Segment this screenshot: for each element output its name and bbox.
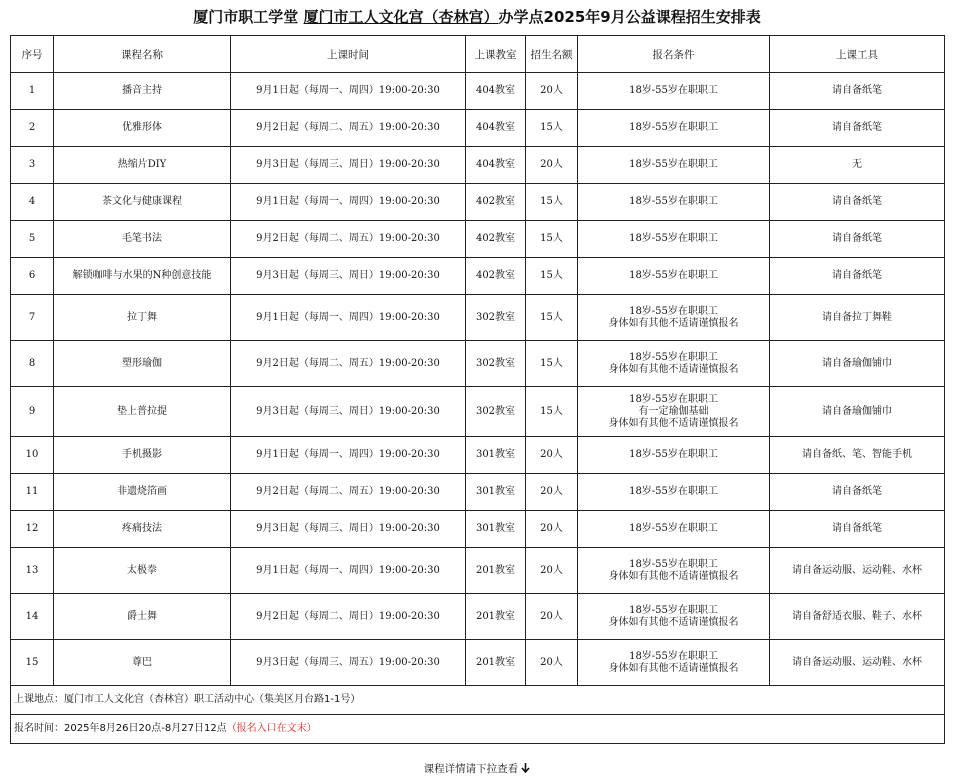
condition-line: 有一定瑜伽基础	[638, 405, 709, 417]
col-header-conditions: 报名条件	[578, 36, 770, 73]
cell-no: 11	[11, 474, 54, 511]
cell-conditions	[578, 184, 770, 221]
scroll-hint	[0, 761, 954, 776]
cell-tools: 请自备运动服、运动鞋、水杯	[770, 548, 945, 594]
cell-conditions	[578, 73, 770, 110]
cell-no: 5	[11, 221, 54, 258]
condition-line: 18岁-55岁在职职工	[629, 196, 718, 207]
condition-line: 18岁-55岁在职职工	[629, 523, 718, 534]
cell-course-name: 手机摄影	[54, 437, 231, 474]
cell-conditions	[578, 387, 770, 437]
cell-room: 302教室	[466, 341, 526, 387]
cell-no: 1	[11, 73, 54, 110]
cell-quota: 20人	[526, 640, 578, 686]
cell-tools: 请自备舒适衣服、鞋子、水杯	[770, 594, 945, 640]
arrow-down-icon	[521, 763, 530, 773]
condition-line: 18岁-55岁在职职工	[629, 233, 718, 244]
cell-room: 402教室	[466, 184, 526, 221]
signup-note: （报名入口在文末）	[226, 723, 317, 734]
cell-time: 9月3日起（每周三、周日）19:00-20:30	[231, 147, 466, 184]
cell-no: 14	[11, 594, 54, 640]
cell-quota: 20人	[526, 474, 578, 511]
title-venue: 厦门市工人文化宫（杏林宫）	[303, 8, 499, 26]
cell-no: 6	[11, 258, 54, 295]
cell-no: 7	[11, 295, 54, 341]
cell-room: 301教室	[466, 511, 526, 548]
cell-tools: 请自备纸笔	[770, 474, 945, 511]
signup-time-cell	[11, 715, 945, 744]
cell-room: 301教室	[466, 437, 526, 474]
cell-tools: 请自备纸笔	[770, 184, 945, 221]
col-header-time: 上课时间	[231, 36, 466, 73]
table-row	[11, 258, 945, 295]
cell-room: 302教室	[466, 295, 526, 341]
cell-tools: 请自备瑜伽铺巾	[770, 387, 945, 437]
table-row	[11, 295, 945, 341]
cell-conditions	[578, 594, 770, 640]
cell-course-name: 解锁咖啡与水果的N种创意技能	[54, 258, 231, 295]
condition-line: 18岁-55岁在职职工	[629, 449, 718, 460]
class-location: 上课地点：厦门市工人文化宫（杏林宫）职工活动中心（集美区月台路1-1号）	[11, 686, 945, 715]
condition-line: 18岁-55岁在职职工	[629, 393, 718, 405]
table-row	[11, 221, 945, 258]
cell-conditions	[578, 147, 770, 184]
condition-line: 18岁-55岁在职职工	[629, 85, 718, 96]
cell-tools: 请自备纸笔	[770, 221, 945, 258]
condition-line: 18岁-55岁在职职工	[629, 351, 718, 363]
cell-no: 15	[11, 640, 54, 686]
title-prefix: 厦门市职工学堂	[193, 8, 304, 26]
cell-time: 9月1日起（每周一、周四）19:00-20:30	[231, 548, 466, 594]
cell-no: 9	[11, 387, 54, 437]
cell-no: 13	[11, 548, 54, 594]
cell-course-name: 播音主持	[54, 73, 231, 110]
condition-line: 18岁-55岁在职职工	[629, 122, 718, 133]
cell-room: 201教室	[466, 548, 526, 594]
cell-course-name: 非遗烧箔画	[54, 474, 231, 511]
cell-room: 201教室	[466, 594, 526, 640]
cell-time: 9月1日起（每周一、周四）19:00-20:30	[231, 184, 466, 221]
cell-time: 9月1日起（每周一、周四）19:00-20:30	[231, 437, 466, 474]
col-header-room: 上课教室	[466, 36, 526, 73]
cell-no: 12	[11, 511, 54, 548]
cell-course-name: 拉丁舞	[54, 295, 231, 341]
cell-course-name: 优雅形体	[54, 110, 231, 147]
condition-line: 身体如有其他不适请谨慎报名	[608, 317, 739, 329]
cell-course-name: 塑形瑜伽	[54, 341, 231, 387]
cell-conditions	[578, 221, 770, 258]
cell-room: 402教室	[466, 221, 526, 258]
condition-line: 身体如有其他不适请谨慎报名	[608, 417, 739, 429]
table-row	[11, 341, 945, 387]
title-suffix: 办学点2025年9月公益课程招生安排表	[498, 8, 761, 26]
table-row	[11, 184, 945, 221]
cell-quota: 20人	[526, 147, 578, 184]
schedule-table	[10, 35, 945, 744]
col-header-tools: 上课工具	[770, 36, 945, 73]
cell-conditions	[578, 341, 770, 387]
cell-no: 10	[11, 437, 54, 474]
col-header-no: 序号	[11, 36, 54, 73]
cell-no: 4	[11, 184, 54, 221]
cell-time: 9月3日起（每周三、周日）19:00-20:30	[231, 387, 466, 437]
cell-tools: 请自备拉丁舞鞋	[770, 295, 945, 341]
cell-time: 9月1日起（每周一、周四）19:00-20:30	[231, 295, 466, 341]
cell-quota: 15人	[526, 184, 578, 221]
cell-course-name: 茶文化与健康课程	[54, 184, 231, 221]
cell-time: 9月2日起（每周二、周五）19:00-20:30	[231, 221, 466, 258]
cell-course-name: 热缩片DIY	[54, 147, 231, 184]
condition-line: 身体如有其他不适请谨慎报名	[608, 363, 739, 375]
table-header-row	[11, 36, 945, 73]
cell-time: 9月3日起（每周三、周五）19:00-20:30	[231, 640, 466, 686]
cell-conditions	[578, 295, 770, 341]
cell-conditions	[578, 110, 770, 147]
condition-line: 身体如有其他不适请谨慎报名	[608, 570, 739, 582]
cell-time: 9月2日起（每周二、周五）19:00-20:30	[231, 341, 466, 387]
condition-line: 18岁-55岁在职职工	[629, 558, 718, 570]
cell-course-name: 毛笔书法	[54, 221, 231, 258]
cell-course-name: 太极拳	[54, 548, 231, 594]
cell-room: 301教室	[466, 474, 526, 511]
table-row	[11, 474, 945, 511]
cell-room: 404教室	[466, 147, 526, 184]
table-row	[11, 640, 945, 686]
cell-tools: 请自备纸笔	[770, 511, 945, 548]
condition-line: 身体如有其他不适请谨慎报名	[608, 616, 739, 628]
condition-line: 18岁-55岁在职职工	[629, 159, 718, 170]
condition-line: 身体如有其他不适请谨慎报名	[608, 662, 739, 674]
cell-time: 9月2日起（每周二、周日）19:00-20:30	[231, 594, 466, 640]
cell-course-name: 尊巴	[54, 640, 231, 686]
cell-quota: 15人	[526, 387, 578, 437]
cell-room: 404教室	[466, 73, 526, 110]
cell-room: 201教室	[466, 640, 526, 686]
table-row	[11, 548, 945, 594]
cell-conditions	[578, 640, 770, 686]
cell-quota: 20人	[526, 594, 578, 640]
cell-tools: 请自备纸笔	[770, 73, 945, 110]
cell-quota: 20人	[526, 548, 578, 594]
cell-quota: 15人	[526, 110, 578, 147]
footer-signup-row	[11, 715, 945, 744]
col-header-name: 课程名称	[54, 36, 231, 73]
cell-room: 302教室	[466, 387, 526, 437]
cell-room: 404教室	[466, 110, 526, 147]
cell-conditions	[578, 258, 770, 295]
condition-line: 18岁-55岁在职职工	[629, 270, 718, 281]
table-row	[11, 594, 945, 640]
cell-conditions	[578, 437, 770, 474]
cell-course-name: 爵士舞	[54, 594, 231, 640]
signup-time: 报名时间：2025年8月26日20点-8月27日12点	[14, 723, 227, 734]
cell-tools: 请自备纸笔	[770, 258, 945, 295]
cell-quota: 15人	[526, 341, 578, 387]
cell-time: 9月3日起（每周三、周日）19:00-20:30	[231, 511, 466, 548]
cell-conditions	[578, 548, 770, 594]
condition-line: 18岁-55岁在职职工	[629, 650, 718, 662]
course-rows	[11, 73, 945, 686]
cell-tools: 无	[770, 147, 945, 184]
cell-course-name: 垫上普拉提	[54, 387, 231, 437]
cell-quota: 15人	[526, 295, 578, 341]
cell-tools: 请自备瑜伽铺巾	[770, 341, 945, 387]
cell-time: 9月3日起（每周三、周日）19:00-20:30	[231, 258, 466, 295]
table-row	[11, 437, 945, 474]
condition-line: 18岁-55岁在职职工	[629, 604, 718, 616]
cell-tools: 请自备纸笔	[770, 110, 945, 147]
condition-line: 18岁-55岁在职职工	[629, 305, 718, 317]
cell-no: 2	[11, 110, 54, 147]
cell-course-name: 疼痛技法	[54, 511, 231, 548]
cell-tools: 请自备运动服、运动鞋、水杯	[770, 640, 945, 686]
page-title	[0, 6, 954, 27]
cell-quota: 20人	[526, 511, 578, 548]
cell-room: 402教室	[466, 258, 526, 295]
cell-no: 3	[11, 147, 54, 184]
cell-quota: 15人	[526, 258, 578, 295]
scroll-hint-text: 课程详情请下拉查看	[423, 763, 519, 775]
table-row	[11, 511, 945, 548]
cell-no: 8	[11, 341, 54, 387]
cell-time: 9月2日起（每周二、周五）19:00-20:30	[231, 474, 466, 511]
cell-quota: 20人	[526, 437, 578, 474]
cell-quota: 20人	[526, 73, 578, 110]
cell-time: 9月1日起（每周一、周四）19:00-20:30	[231, 73, 466, 110]
table-row	[11, 110, 945, 147]
footer-location-row	[11, 686, 945, 715]
cell-tools: 请自备纸、笔、智能手机	[770, 437, 945, 474]
table-row	[11, 147, 945, 184]
cell-conditions	[578, 474, 770, 511]
cell-quota: 15人	[526, 221, 578, 258]
cell-conditions	[578, 511, 770, 548]
table-row	[11, 387, 945, 437]
col-header-quota: 招生名额	[526, 36, 578, 73]
condition-line: 18岁-55岁在职职工	[629, 486, 718, 497]
table-row	[11, 73, 945, 110]
cell-time: 9月2日起（每周二、周五）19:00-20:30	[231, 110, 466, 147]
